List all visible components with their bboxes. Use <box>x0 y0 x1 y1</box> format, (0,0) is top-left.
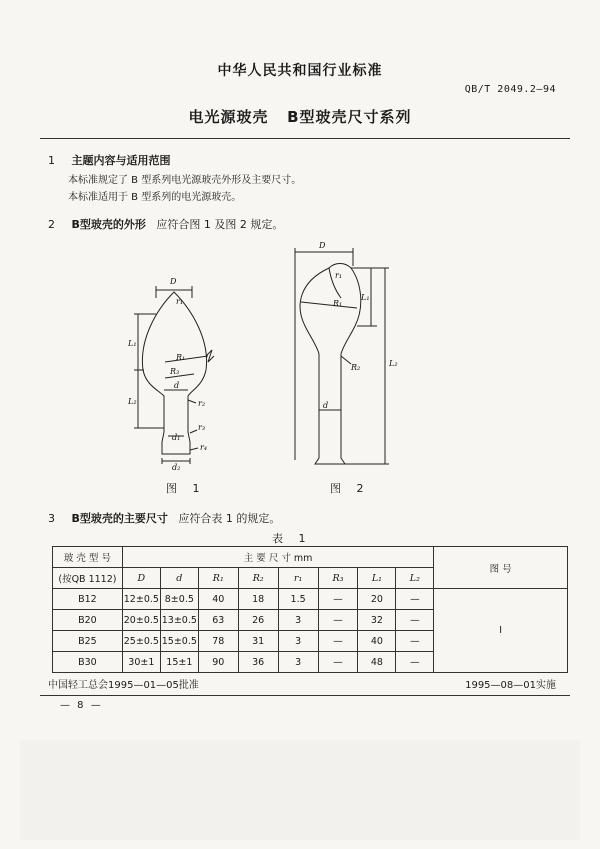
fig1-label-L2: L₂ <box>128 397 137 406</box>
value-cell: 90 <box>198 652 238 673</box>
value-cell: — <box>318 652 358 673</box>
value-cell: 15±1 <box>160 652 198 673</box>
type-header: 玻 壳 型 号 <box>53 547 123 568</box>
fig1-label-r4: r₄ <box>200 443 208 452</box>
type-cell: B20 <box>53 610 123 631</box>
value-cell: 13±0.5 <box>160 610 198 631</box>
standard-code: QB/T 2049.2—94 <box>464 84 556 95</box>
value-cell: 30±1 <box>122 652 160 673</box>
value-cell: 48 <box>358 652 396 673</box>
fig1-label-r1: r₁ <box>176 297 184 306</box>
col-header: D <box>122 568 160 589</box>
value-cell: 25±0.5 <box>122 631 160 652</box>
type-cell: B30 <box>53 652 123 673</box>
col-header: L₁ <box>358 568 396 589</box>
value-cell: — <box>396 631 434 652</box>
fig1-label-d2: d₂ <box>172 463 181 470</box>
col-header: R₃ <box>318 568 358 589</box>
type-cell: B12 <box>53 589 123 610</box>
value-cell: 36 <box>238 652 278 673</box>
type-subheader: (按QB 1112) <box>53 568 123 589</box>
section-2-title: B型玻壳的外形 <box>71 218 146 231</box>
value-cell: 20±0.5 <box>122 610 160 631</box>
table-header-row-1 <box>53 547 568 568</box>
section-1-para-2: 本标准适用于 B 型系列的电光源玻壳。 <box>68 192 242 203</box>
col-header: R₂ <box>238 568 278 589</box>
document-title <box>0 106 600 127</box>
fig1-label-L1: L₁ <box>128 339 137 348</box>
value-cell: 18 <box>238 589 278 610</box>
value-cell: 3 <box>278 652 318 673</box>
value-cell: — <box>396 589 434 610</box>
section-3-number: 3 <box>48 512 55 525</box>
value-cell: 32 <box>358 610 396 631</box>
value-cell: 3 <box>278 631 318 652</box>
fig1-label-r3: r₃ <box>198 423 206 432</box>
value-cell: 12±0.5 <box>122 589 160 610</box>
section-1-para-1: 本标准规定了 B 型系列电光源玻壳外形及主要尺寸。 <box>68 175 302 186</box>
col-header: d <box>160 568 198 589</box>
fig2-label-L2: L₂ <box>389 359 398 368</box>
value-cell: 8±0.5 <box>160 589 198 610</box>
approval-note: 中国轻工总会1995—01—05批准 <box>48 680 199 691</box>
fig2-label-R2: R₂ <box>351 363 361 372</box>
fig1-label-d: d <box>174 381 180 390</box>
section-2-text: 应符合图 1 及图 2 规定。 <box>156 218 284 231</box>
header-rule <box>40 138 570 139</box>
value-cell: 40 <box>358 631 396 652</box>
section-1-heading <box>48 152 171 168</box>
col-header: r₁ <box>278 568 318 589</box>
figure-2-caption: 图 2 <box>330 482 370 495</box>
section-2-number: 2 <box>48 218 55 231</box>
value-cell: 15±0.5 <box>160 631 198 652</box>
fig2-label-D: D <box>319 241 326 250</box>
effective-date: 1995—08—01实施 <box>465 680 556 691</box>
figure-2-drawing <box>285 236 405 472</box>
value-cell: — <box>396 652 434 673</box>
value-cell: 1.5 <box>278 589 318 610</box>
type-cell: B25 <box>53 631 123 652</box>
fig2-label-r1: r₁ <box>335 271 343 280</box>
fig1-label-d1: d₁ <box>172 433 181 442</box>
fig2-label-R1: R₁ <box>333 299 343 308</box>
value-cell: 63 <box>198 610 238 631</box>
page-number: — 8 — <box>60 700 103 711</box>
value-cell: — <box>318 610 358 631</box>
value-cell: 26 <box>238 610 278 631</box>
dims-header: 主 要 尺 寸 mm <box>122 547 433 568</box>
section-1-title: 主题内容与适用范围 <box>71 154 171 167</box>
fig2-label-d: d <box>323 401 329 410</box>
fig1-label-R3: R₃ <box>170 367 180 376</box>
section-2-heading <box>48 216 283 232</box>
value-cell: 78 <box>198 631 238 652</box>
value-cell: — <box>318 589 358 610</box>
value-cell: 31 <box>238 631 278 652</box>
figure-1-drawing <box>110 270 240 470</box>
fig2-label-L1: L₁ <box>361 293 370 302</box>
section-3-text: 应符合表 1 的规定。 <box>178 512 281 525</box>
table-row <box>53 589 568 610</box>
value-cell: 3 <box>278 610 318 631</box>
section-3-heading <box>48 510 280 526</box>
title-part-1: 电光源玻壳 <box>188 108 269 126</box>
fig1-label-R1: R₁ <box>176 353 186 362</box>
dimensions-table <box>52 546 568 673</box>
figure-no-header: 图 号 <box>434 547 568 589</box>
section-3-title: B型玻壳的主要尺寸 <box>71 512 168 525</box>
col-header: R₁ <box>198 568 238 589</box>
value-cell: — <box>396 610 434 631</box>
fig1-label-r2: r₂ <box>198 399 206 408</box>
fig1-label-D: D <box>170 277 177 286</box>
table-caption: 表 1 <box>272 532 312 545</box>
col-header: L₂ <box>396 568 434 589</box>
figure-no-cell: I <box>434 589 568 673</box>
standard-category-title: 中华人民共和国行业标准 <box>217 63 383 79</box>
bleed-through-area <box>20 740 580 840</box>
footer-rule <box>40 695 570 696</box>
figure-1-caption: 图 1 <box>166 482 206 495</box>
title-part-2: B型玻壳尺寸系列 <box>287 108 412 126</box>
value-cell: 20 <box>358 589 396 610</box>
value-cell: — <box>318 631 358 652</box>
section-1-number: 1 <box>48 154 55 167</box>
value-cell: 40 <box>198 589 238 610</box>
